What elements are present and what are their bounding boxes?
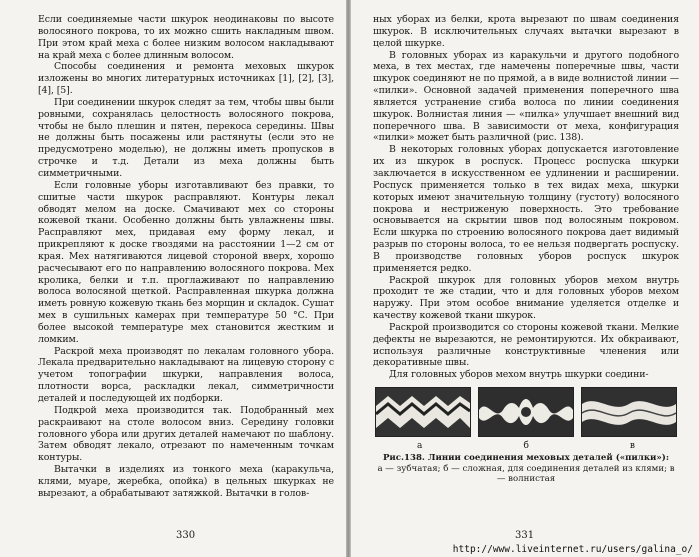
zigzag-seam-illustration <box>376 388 470 436</box>
figure-complex-seam <box>478 387 574 437</box>
paragraph: Вытачки в изделиях из тонкого меха (каракульча, клями, муаре, жеребка, опойка) в цельных шкурках не вырезают, а обрабатывают затяжкой. Вытачки в голов- <box>38 464 334 499</box>
figure-caption <box>373 453 679 485</box>
right-page <box>351 0 699 557</box>
figure-138 <box>373 387 679 485</box>
figure-caption-text: а — зубчатая; б — сложная, для соединения деталей из клями; в — волнистая <box>377 463 675 485</box>
figure-caption-title: Рис.138. Линии соединения меховых деталей («пилки»): <box>382 453 670 464</box>
page-number: 330 <box>176 530 196 541</box>
paragraph: Для головных уборов мехом внутрь шкурки соедини- <box>389 369 649 381</box>
figure-wavy-seam <box>581 387 677 437</box>
paragraph: Способы соединения и ремонта меховых шкурок изложены во многих литературных источниках [1], [2], [3], [4], [5]. <box>38 61 334 97</box>
figure-letter-b: б <box>523 441 529 452</box>
paragraph: Подкрой меха производится так. Подобранный мех раскраивают на столе волосом вниз. Середину головки головного убора или других деталей намечают по шаблону. Затем обводят лекало, отрезают по намеченным точкам контуры. <box>38 404 334 464</box>
paragraph: Раскрой меха производят по лекалам головного убора. Лекала предварительно накладывают на лицевую сторону с учетом топографии шкурки, направления волоса, плотности ворса, раскладки лекал, симметричности деталей и последующей их подборки. <box>38 345 334 404</box>
left-page-text <box>38 14 334 500</box>
paragraph: Если головные уборы изготавливают без правки, то сшитые части шкурок расправляют. Контуры лекал обводят мелом на доске. Смачивают мех со стороны кожевой ткани. Особенно должны быть увлажнены швы. Расправляют мех, придавая ему форму лекал, и прикрепляют к доске гвоздями на расстоянии 1—2 см от края. Мех натягиваются лицевой стороной вверх, хорошо расчесывают его по направлению волосяного покрова. Мех кролика, белки и т.п. проглаживают по направлению волоса волосяной щеткой. Расправленная шкурка должна иметь ровную кожевую ткань без морщин и складок. Сушат мех в сушильных камерах при температуре 50 °С. При более высокой температуре мех становится жестким и ломким. <box>38 179 334 345</box>
figure-letters <box>373 437 679 451</box>
page-number: 331 <box>515 530 535 541</box>
paragraph: При соединении шкурок следят за тем, чтобы швы были ровными, сохранялась целостность волосяного покрова, чтобы не было плешин и пятен, перекоса середины. Швы не должны быть посажены или растянуты (если это не предусмотрено моделью), не должны иметь пропусков в строчке и т.д. Детали из меха должны быть симметричными. <box>38 96 334 179</box>
paragraph: В некоторых головных уборах допускается изготовление их из шкурок в роспуск. Процесс роспуска шкурки заключается в искусственном ее удлинении и расширении. Роспуск применяется только в тех видах меха, шкурки которых имеют значительную толщину (густоту) волосяного покрова и нестриженую поверхность. Это требование основывается на скрытии швов под волосяным покровом. Если шкурка по строению волосяного покрова дает видимый разрыв по стороны волоса, то ее нельзя подвергать роспуску. В производстве головных уборов роспуск шкурок применяется редко. <box>373 144 679 274</box>
right-page-text <box>373 14 679 381</box>
paragraph: Если соединяемые части шкурок неодинаковы по высоте волосяного покрова, то их можно сшить накладным швом. При этом край меха с более низким волосом накладывают на край меха с более длинным волосом. <box>38 14 334 61</box>
figure-letter-v: в <box>629 441 635 452</box>
figure-zigzag-seam <box>375 387 471 437</box>
figure-panels <box>373 387 679 437</box>
figure-letter-a: а <box>417 441 423 452</box>
paragraph: Раскрой шкурок для головных уборов мехом внутрь проходит те же стадии, что и для головных уборов мехом наружу. При этом особое внимание уделяется отделке и качеству кожевой ткани шкурок. <box>373 274 679 322</box>
wavy-seam-illustration <box>582 388 676 436</box>
paragraph: Раскрой производится со стороны кожевой ткани. Мелкие дефекты не вырезаются, не ремонтируются. Их обкраивают, используя различные конструктивные членения или декоративные швы. <box>373 321 679 369</box>
left-page <box>0 0 346 557</box>
source-url: http://www.liveinternet.ru/users/galina_o/ <box>452 544 693 555</box>
complex-seam-illustration <box>479 388 573 436</box>
paragraph: В головных уборах из каракульчи и другого подобного меха, в тех местах, где намечены поперечные швы, части шкурок соединяют не по прямой, а в виде волнистой линии — «пилки». Основной задачей применения поперечного шва является устранение сгиба волоса по линии соединения шкурок. Волнистая линия — «пилка» улучшает внешний вид поперечного шва. В зависимости от меха, конфигурация «пилки» может быть различной (рис. 138). <box>373 49 679 144</box>
paragraph: ных уборах из белки, крота вырезают по швам соединения шкурок. В исключительных случаях вытачки вырезают в целой шкурке. <box>373 14 679 49</box>
